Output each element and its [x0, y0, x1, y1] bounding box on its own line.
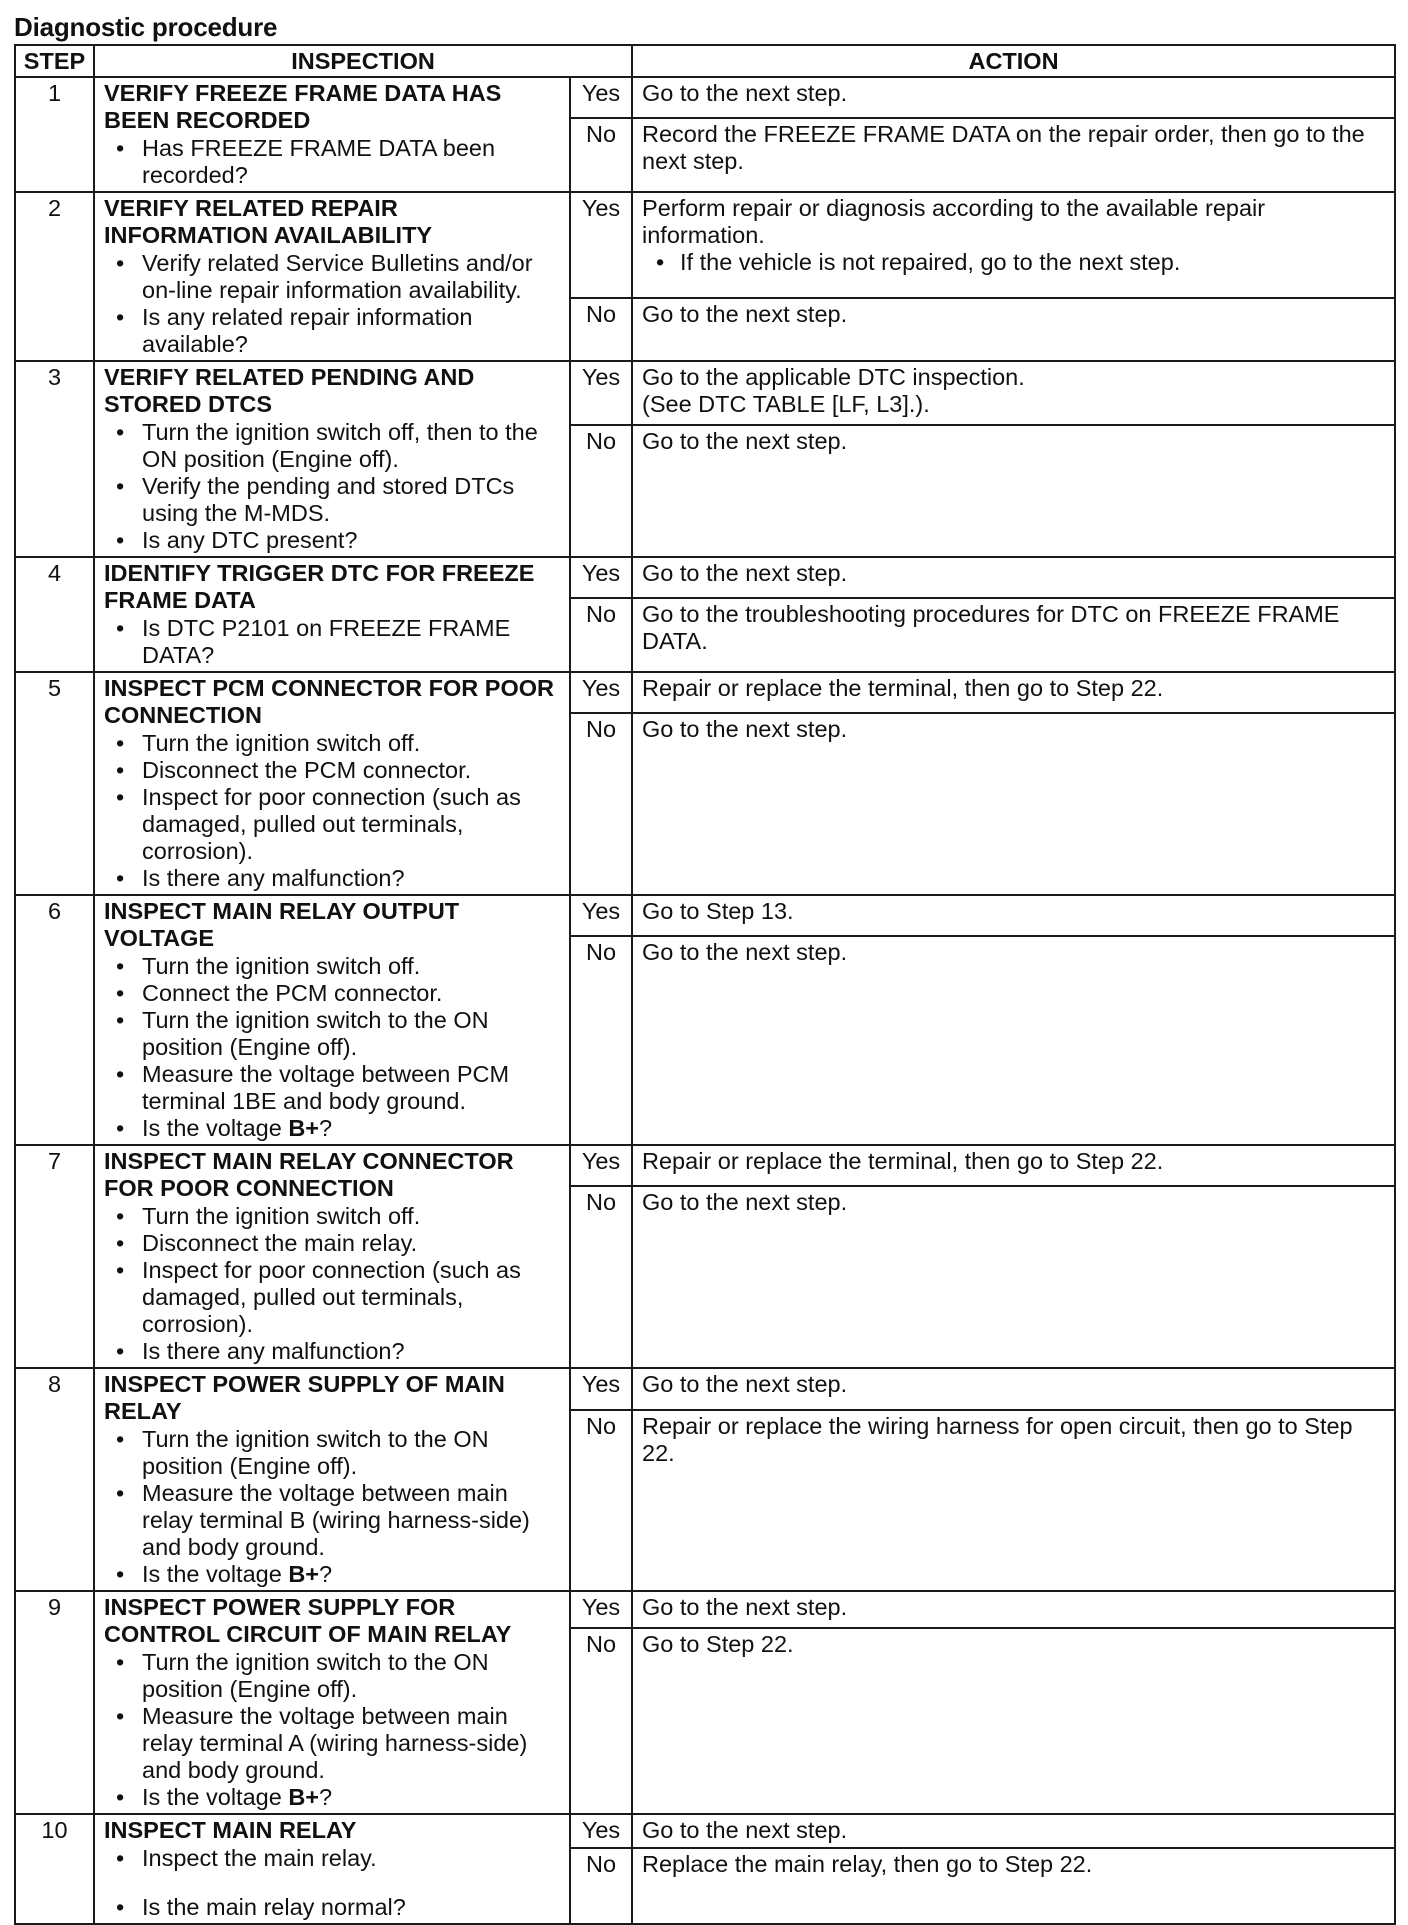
inspection-title: INSPECT POWER SUPPLY OF MAIN RELAY — [104, 1371, 505, 1424]
voltage-value: B+ — [288, 1784, 320, 1810]
step-row — [15, 557, 1395, 598]
yes-action: Go to the next step. — [632, 77, 1395, 118]
inspection-title: VERIFY FREEZE FRAME DATA HAS BEEN RECORDED — [104, 80, 502, 133]
inspection-title: VERIFY RELATED REPAIR INFORMATION AVAILABILITY — [104, 195, 433, 248]
header-action: ACTION — [632, 45, 1395, 77]
yes-action-text: Perform repair or diagnosis according to the available repair information. — [642, 195, 1266, 248]
inspection-bullet: • Is there any malfunction? — [142, 1338, 560, 1365]
no-action: Go to the next step. — [632, 1186, 1395, 1368]
no-label: No — [570, 118, 632, 192]
inspection-cell — [94, 192, 570, 361]
inspection-bullet: • Turn the ignition switch to the ON position (Engine off). — [142, 1007, 560, 1061]
no-action: Repair or replace the wiring harness for open circuit, then go to Step 22. — [632, 1410, 1395, 1591]
inspection-title: IDENTIFY TRIGGER DTC FOR FREEZE FRAME DATA — [104, 560, 535, 613]
inspection-cell — [94, 361, 570, 557]
step-row — [15, 192, 1395, 298]
inspection-bullet: • Measure the voltage between main relay terminal B (wiring harness-side) and body ground. — [142, 1480, 560, 1561]
page-title: Diagnostic procedure — [14, 12, 278, 42]
diagnostic-procedure-table — [14, 44, 1396, 1925]
yes-action — [632, 361, 1395, 425]
inspection-title: INSPECT MAIN RELAY OUTPUT VOLTAGE — [104, 898, 460, 951]
no-action: Go to the next step. — [632, 298, 1395, 361]
step-row — [15, 77, 1395, 118]
inspection-bullet: • Is any related repair information available? — [142, 304, 560, 358]
inspection-bullet: • Verify the pending and stored DTCs using the M-MDS. — [142, 473, 560, 527]
yes-label: Yes — [570, 1368, 632, 1410]
yes-action — [632, 192, 1395, 298]
inspection-bullet: • Disconnect the main relay. — [142, 1230, 560, 1257]
inspection-cell — [94, 1814, 570, 1924]
no-label: No — [570, 936, 632, 1145]
inspection-bullet: • Is DTC P2101 on FREEZE FRAME DATA? — [142, 615, 560, 669]
yes-action-text: Go to the applicable DTC inspection. — [642, 364, 1025, 390]
yes-action-reference: (See DTC TABLE [LF, L3].). — [642, 391, 930, 417]
yes-label: Yes — [570, 1814, 632, 1848]
header-inspection: INSPECTION — [94, 45, 632, 77]
inspection-title: VERIFY RELATED PENDING AND STORED DTCS — [104, 364, 475, 417]
header-step: STEP — [15, 45, 94, 77]
step-number: 9 — [15, 1591, 94, 1814]
no-action: Go to the next step. — [632, 425, 1395, 557]
yes-label: Yes — [570, 895, 632, 936]
step-row — [15, 1591, 1395, 1628]
inspection-bullet: • Turn the ignition switch to the ON position (Engine off). — [142, 1649, 560, 1703]
step-number: 8 — [15, 1368, 94, 1591]
inspection-cell — [94, 77, 570, 192]
yes-label: Yes — [570, 77, 632, 118]
inspection-bullet: • Is there any malfunction? — [142, 865, 560, 892]
no-action: Record the FREEZE FRAME DATA on the repair order, then go to the next step. — [632, 118, 1395, 192]
inspection-title: INSPECT MAIN RELAY CONNECTOR FOR POOR CONNECTION — [104, 1148, 514, 1201]
inspection-bullet: • Turn the ignition switch off. — [142, 953, 560, 980]
voltage-value: B+ — [288, 1115, 320, 1141]
step-row — [15, 1368, 1395, 1410]
no-action: Go to the troubleshooting procedures for DTC on FREEZE FRAME DATA. — [632, 598, 1395, 672]
yes-label: Yes — [570, 1591, 632, 1628]
inspection-bullet: • Turn the ignition switch off. — [142, 1203, 560, 1230]
inspection-bullet: • Is the voltage B+? — [142, 1115, 560, 1142]
step-row — [15, 1145, 1395, 1186]
no-label: No — [570, 713, 632, 895]
inspection-bullet: • Is the voltage B+? — [142, 1784, 560, 1811]
no-label: No — [570, 425, 632, 557]
inspection-cell — [94, 895, 570, 1145]
inspection-bullet: • Connect the PCM connector. — [142, 980, 560, 1007]
inspection-title: INSPECT POWER SUPPLY FOR CONTROL CIRCUIT OF MAIN RELAY — [104, 1594, 512, 1647]
no-action: Go to the next step. — [632, 936, 1395, 1145]
no-action: Replace the main relay, then go to Step 22. — [632, 1848, 1395, 1924]
inspection-cell — [94, 557, 570, 672]
inspection-bullet: • Inspect for poor connection (such as damaged, pulled out terminals, corrosion). — [142, 784, 560, 865]
no-label: No — [570, 298, 632, 361]
step-number: 6 — [15, 895, 94, 1145]
step-number: 2 — [15, 192, 94, 361]
yes-action: Go to the next step. — [632, 557, 1395, 598]
voltage-value: B+ — [288, 1561, 320, 1587]
step-number: 1 — [15, 77, 94, 192]
no-action: Go to the next step. — [632, 713, 1395, 895]
step-row — [15, 895, 1395, 936]
inspection-cell — [94, 1591, 570, 1814]
inspection-bullet: • Turn the ignition switch off, then to the ON position (Engine off). — [142, 419, 560, 473]
inspection-title: INSPECT PCM CONNECTOR FOR POOR CONNECTION — [104, 675, 555, 728]
inspection-title: INSPECT MAIN RELAY — [104, 1817, 357, 1843]
inspection-bullet: • Verify related Service Bulletins and/or on-line repair information availability. — [142, 250, 560, 304]
step-row — [15, 1814, 1395, 1848]
step-row — [15, 672, 1395, 713]
inspection-cell — [94, 1145, 570, 1368]
yes-action: Go to the next step. — [632, 1591, 1395, 1628]
inspection-bullet: • Inspect the main relay. — [142, 1845, 560, 1872]
header-row — [15, 45, 1395, 77]
yes-action: Go to the next step. — [632, 1368, 1395, 1410]
step-number: 4 — [15, 557, 94, 672]
yes-action: Repair or replace the terminal, then go to Step 22. — [632, 672, 1395, 713]
yes-label: Yes — [570, 557, 632, 598]
step-number: 7 — [15, 1145, 94, 1368]
step-number: 3 — [15, 361, 94, 557]
step-number: 10 — [15, 1814, 94, 1924]
inspection-bullet: • Is the main relay normal? — [142, 1894, 560, 1921]
inspection-bullet: • Inspect for poor connection (such as damaged, pulled out terminals, corrosion). — [142, 1257, 560, 1338]
step-row — [15, 361, 1395, 425]
no-label: No — [570, 1410, 632, 1591]
no-label: No — [570, 598, 632, 672]
yes-action: Repair or replace the terminal, then go to Step 22. — [632, 1145, 1395, 1186]
inspection-bullet: • Is any DTC present? — [142, 527, 560, 554]
no-label: No — [570, 1848, 632, 1924]
step-number: 5 — [15, 672, 94, 895]
inspection-cell — [94, 1368, 570, 1591]
inspection-bullet: • Turn the ignition switch to the ON position (Engine off). — [142, 1426, 560, 1480]
inspection-bullet: • Disconnect the PCM connector. — [142, 757, 560, 784]
yes-label: Yes — [570, 192, 632, 298]
yes-action: Go to the next step. — [632, 1814, 1395, 1848]
no-label: No — [570, 1186, 632, 1368]
no-action: Go to Step 22. — [632, 1628, 1395, 1814]
yes-label: Yes — [570, 1145, 632, 1186]
yes-label: Yes — [570, 672, 632, 713]
inspection-bullet: • Turn the ignition switch off. — [142, 730, 560, 757]
inspection-bullet: • Is the voltage B+? — [142, 1561, 560, 1588]
yes-action: Go to Step 13. — [632, 895, 1395, 936]
yes-label: Yes — [570, 361, 632, 425]
inspection-bullet: • Measure the voltage between main relay terminal A (wiring harness-side) and body ground. — [142, 1703, 560, 1784]
inspection-bullet: • Has FREEZE FRAME DATA been recorded? — [142, 135, 560, 189]
no-label: No — [570, 1628, 632, 1814]
yes-action-subbullet: • If the vehicle is not repaired, go to the next step. — [642, 249, 1385, 276]
inspection-cell — [94, 672, 570, 895]
inspection-bullet: • Measure the voltage between PCM terminal 1BE and body ground. — [142, 1061, 560, 1115]
